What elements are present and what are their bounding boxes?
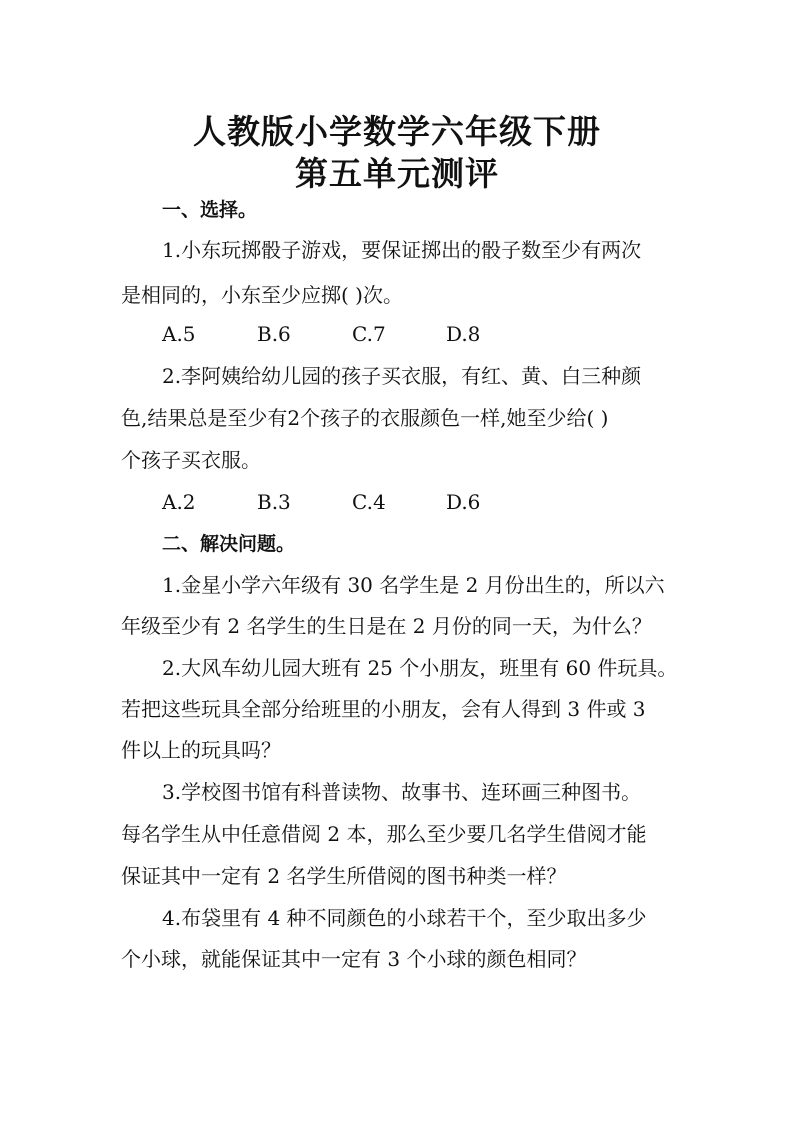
question-2-option-b: B.3 <box>257 490 291 514</box>
problem-2-line-2: 若把这些玩具全部分给班里的小朋友，会有人得到 3 件或 3 <box>121 697 646 721</box>
problem-2-line-1: 2.大风车幼儿园大班有 25 个小朋友，班里有 60 件玩具。 <box>162 656 678 680</box>
question-2-option-c: C.4 <box>352 490 386 514</box>
question-1-line-1: 1.小东玩掷骰子游戏，要保证掷出的骰子数至少有两次 <box>162 238 642 262</box>
question-1-option-c: C.7 <box>352 322 386 346</box>
problem-1-line-1: 1.金星小学六年级有 30 名学生是 2 月份出生的，所以六 <box>162 573 665 597</box>
question-2-option-a: A.2 <box>162 490 196 514</box>
document-title: 人教版小学数学六年级下册 <box>193 112 601 151</box>
question-2-line-3: 个孩子买衣服。 <box>121 448 261 472</box>
question-2-line-2: 色,结果总是至少有2个孩子的衣服颜色一样,她至少给( ) <box>121 406 609 430</box>
question-1-option-d: D.8 <box>446 322 481 346</box>
question-1-line-2: 是相同的，小东至少应掷( )次。 <box>121 283 403 307</box>
problem-3-line-2: 每名学生从中任意借阅 2 本，那么至少要几名学生借阅才能 <box>121 822 647 846</box>
problem-1-line-2: 年级至少有 2 名学生的生日是在 2 月份的同一天，为什么？ <box>121 614 652 638</box>
question-1-option-a: A.5 <box>162 322 196 346</box>
problem-4-line-2: 个小球，就能保证其中一定有 3 个小球的颜色相同？ <box>121 947 587 971</box>
problem-2-line-3: 件以上的玩具吗？ <box>121 738 281 762</box>
problem-3-line-1: 3.学校图书馆有科普读物、故事书、连环画三种图书。 <box>162 780 642 804</box>
question-2-option-d: D.6 <box>446 490 481 514</box>
section-heading-choice: 一、选择。 <box>162 199 258 221</box>
document-subtitle: 第五单元测评 <box>295 154 499 193</box>
problem-4-line-1: 4.布袋里有 4 种不同颜色的小球若干个，至少取出多少 <box>162 906 647 930</box>
section-heading-problems: 二、解决问题。 <box>162 533 296 555</box>
problem-3-line-3: 保证其中一定有 2 名学生所借阅的图书种类一样？ <box>121 864 567 888</box>
question-2-line-1: 2.李阿姨给幼儿园的孩子买衣服，有红、黄、白三种颜 <box>162 364 642 388</box>
question-1-option-b: B.6 <box>257 322 291 346</box>
